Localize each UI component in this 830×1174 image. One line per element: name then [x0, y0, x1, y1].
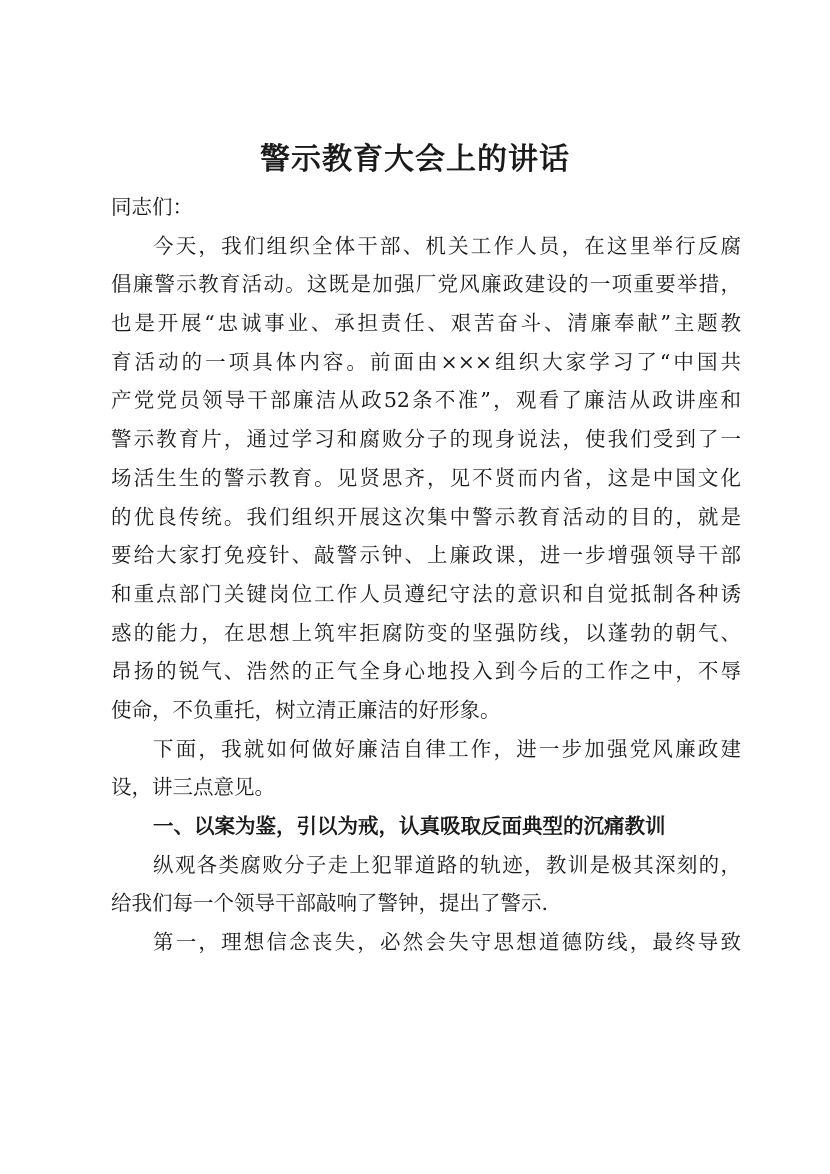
- text-line: 要给大家打免疫针、敲警示钟、上廉政课，进一步增强领导干部: [111, 543, 741, 568]
- text-line: 育活动的一项具体内容。前面由×××组织大家学习了“中国共: [111, 349, 741, 374]
- text-line: 设，讲三点意见。: [111, 775, 275, 800]
- text-line: 纵观各类腐败分子走上犯罪道路的轨迹，教训是极其深刻的，: [153, 852, 741, 877]
- text-line: 警示教育片，通过学习和腐败分子的现身说法，使我们受到了一: [111, 427, 741, 452]
- text-line: 使命，不负重托，树立清正廉洁的好形象。: [111, 697, 501, 722]
- text-line: 场活生生的警示教育。见贤思齐，见不贤而内省，这是中国文化: [111, 465, 741, 490]
- paragraph: [111, 846, 741, 923]
- document-title: 警示教育大会上的讲话: [260, 142, 570, 177]
- paragraph: [111, 227, 741, 730]
- text-line: 惑的能力，在思想上筑牢拒腐防变的坚强防线，以蓬勃的朝气、: [111, 620, 741, 645]
- text-line: 的优良传统。我们组织开展这次集中警示教育活动的目的，就是: [111, 504, 741, 529]
- text-line: 昂扬的锐气、浩然的正气全身心地投入到今后的工作之中，不辱: [111, 659, 741, 684]
- paragraph: [111, 923, 741, 962]
- text-line: 给我们每一个领导干部敲响了警钟，提出了警示.: [111, 891, 549, 916]
- text-line: 下面，我就如何做好廉洁自律工作，进一步加强党风廉政建: [153, 736, 741, 761]
- text-line: 一、以案为鉴，引以为戒，认真吸取反面典型的沉痛教训: [153, 814, 666, 838]
- text-line: 同志们：: [111, 195, 193, 219]
- document-body: [111, 188, 741, 962]
- text-line: 也是开展“忠诚事业、承担责任、艰苦奋斗、清廉奉献”主题教: [111, 311, 741, 336]
- text-line: 和重点部门关键岗位工作人员遵纪守法的意识和自觉抵制各种诱: [111, 581, 741, 606]
- text-line: 第一，理想信念丧失，必然会失守思想道德防线，最终导致: [153, 930, 741, 955]
- section-heading: [111, 807, 741, 846]
- text-line: 倡廉警示教育活动。这既是加强厂党风廉政建设的一项重要举措，: [111, 272, 741, 297]
- text-line: 产党党员领导干部廉洁从政52条不准”，观看了廉洁从政讲座和: [111, 388, 741, 413]
- paragraph: [111, 188, 741, 227]
- text-line: 今天，我们组织全体干部、机关工作人员，在这里举行反腐: [153, 233, 741, 258]
- paragraph: [111, 730, 741, 807]
